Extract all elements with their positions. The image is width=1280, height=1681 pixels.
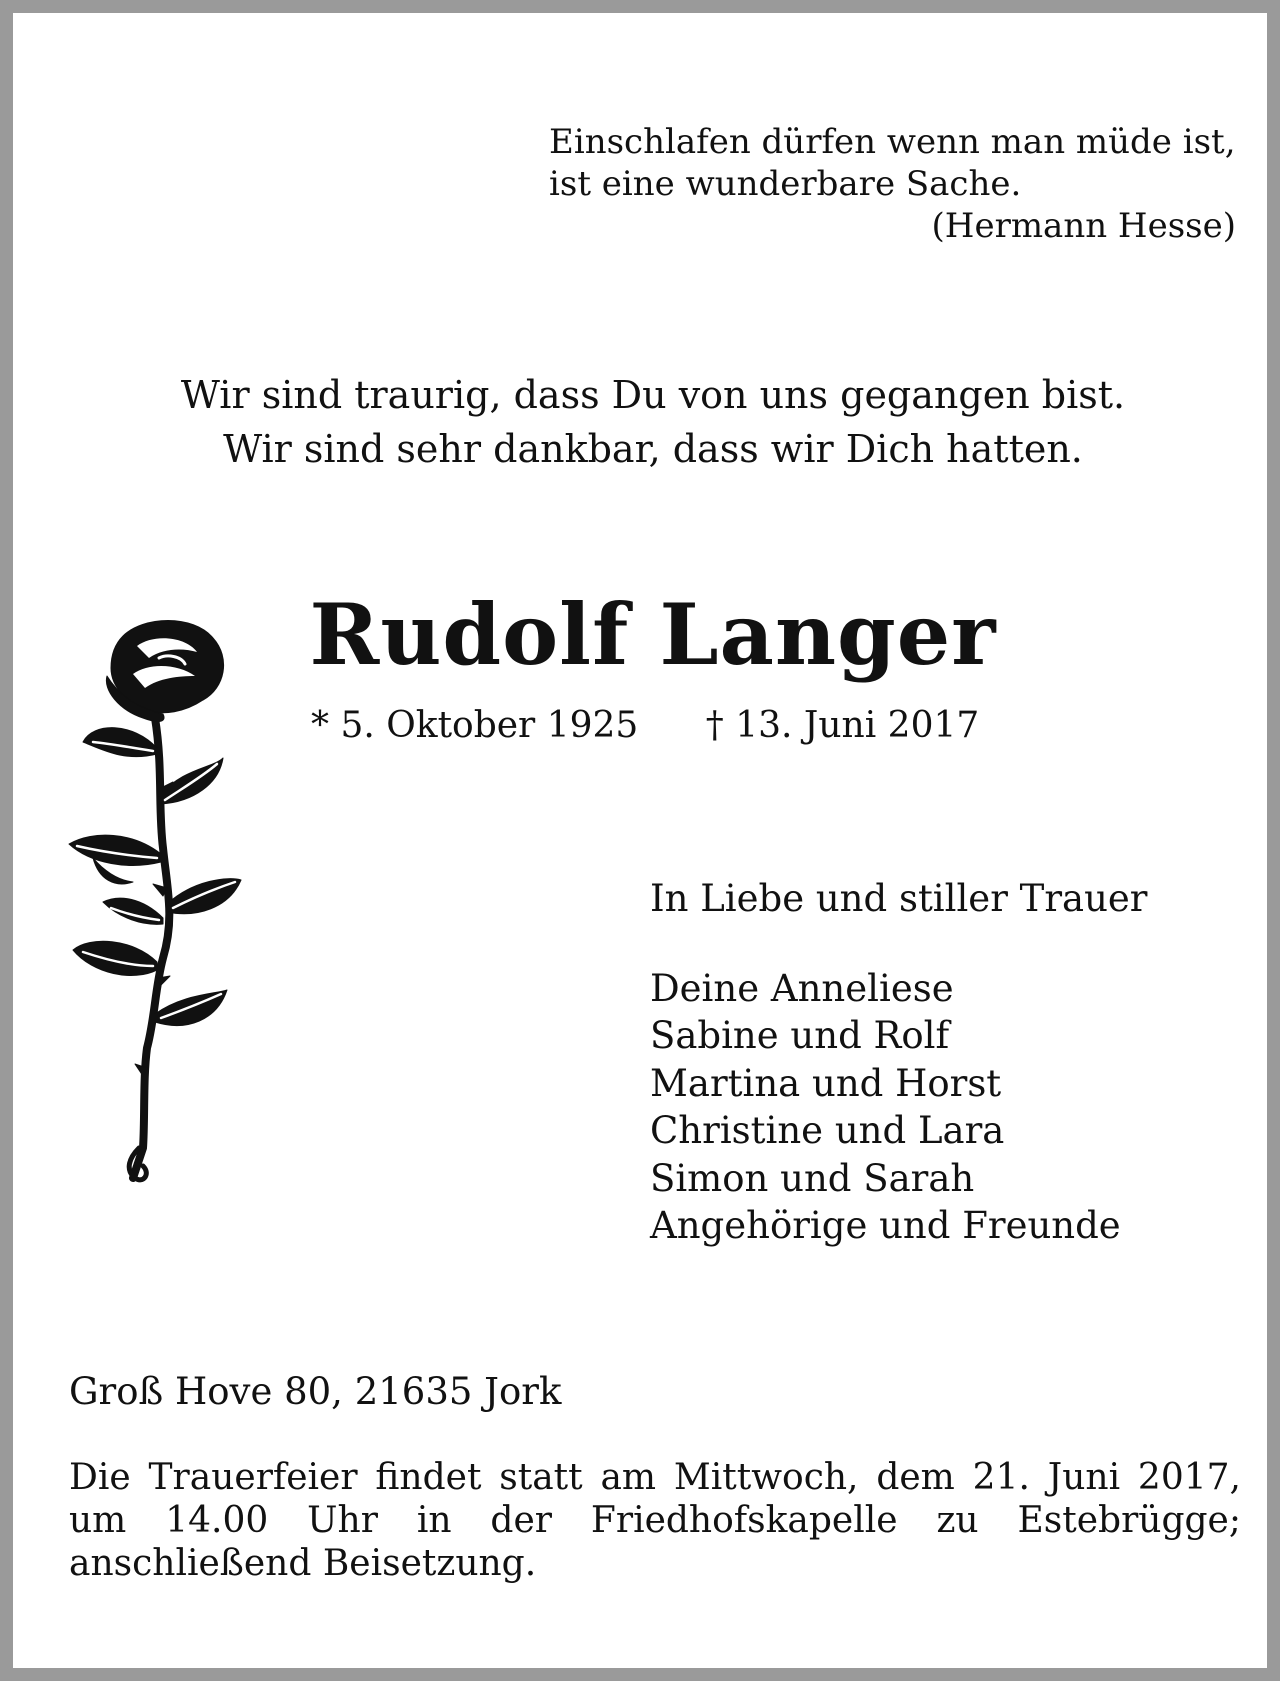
quote-line: Einschlafen dürfen wenn man müde ist, <box>549 122 1236 162</box>
life-dates <box>311 703 979 749</box>
quote-author: (Hermann Hesse) <box>931 206 1236 246</box>
deceased-name: Rudolf Langer <box>309 585 997 684</box>
mourners-list <box>650 875 1148 1250</box>
epigraph-quote <box>549 121 1236 247</box>
mourning-heading: In Liebe und stiller Trauer <box>650 877 1148 920</box>
farewell-message <box>113 368 1193 476</box>
farewell-line: Wir sind traurig, dass Du von uns gegangen bist. <box>180 373 1126 417</box>
mourner-name: Deine Anneliese <box>650 966 954 1010</box>
mourner-name: Angehörige und Freunde <box>650 1204 1121 1247</box>
funeral-service-info: Die Trauerfeier findet statt am Mittwoch, dem 21. Juni 2017, um 14.00 Uhr in der Friedhofskapelle zu Estebrügge; anschließend Beisetzung. <box>69 1457 1241 1584</box>
birth-date: * 5. Oktober 1925 <box>311 705 639 746</box>
mourner-name: Sabine und Rolf <box>650 1014 950 1057</box>
quote-line: ist eine wunderbare Sache. <box>549 164 1022 204</box>
family-address: Groß Hove 80, 21635 Jork <box>69 1370 562 1413</box>
mourner-name: Christine und Lara <box>650 1109 1005 1152</box>
mourner-name: Simon und Sarah <box>650 1156 975 1200</box>
mourner-name: Martina und Horst <box>650 1061 1002 1105</box>
death-date: † 13. Juni 2017 <box>705 705 980 746</box>
farewell-line: Wir sind sehr dankbar, dass wir Dich hatten. <box>223 427 1083 471</box>
rose-icon <box>63 618 253 1188</box>
